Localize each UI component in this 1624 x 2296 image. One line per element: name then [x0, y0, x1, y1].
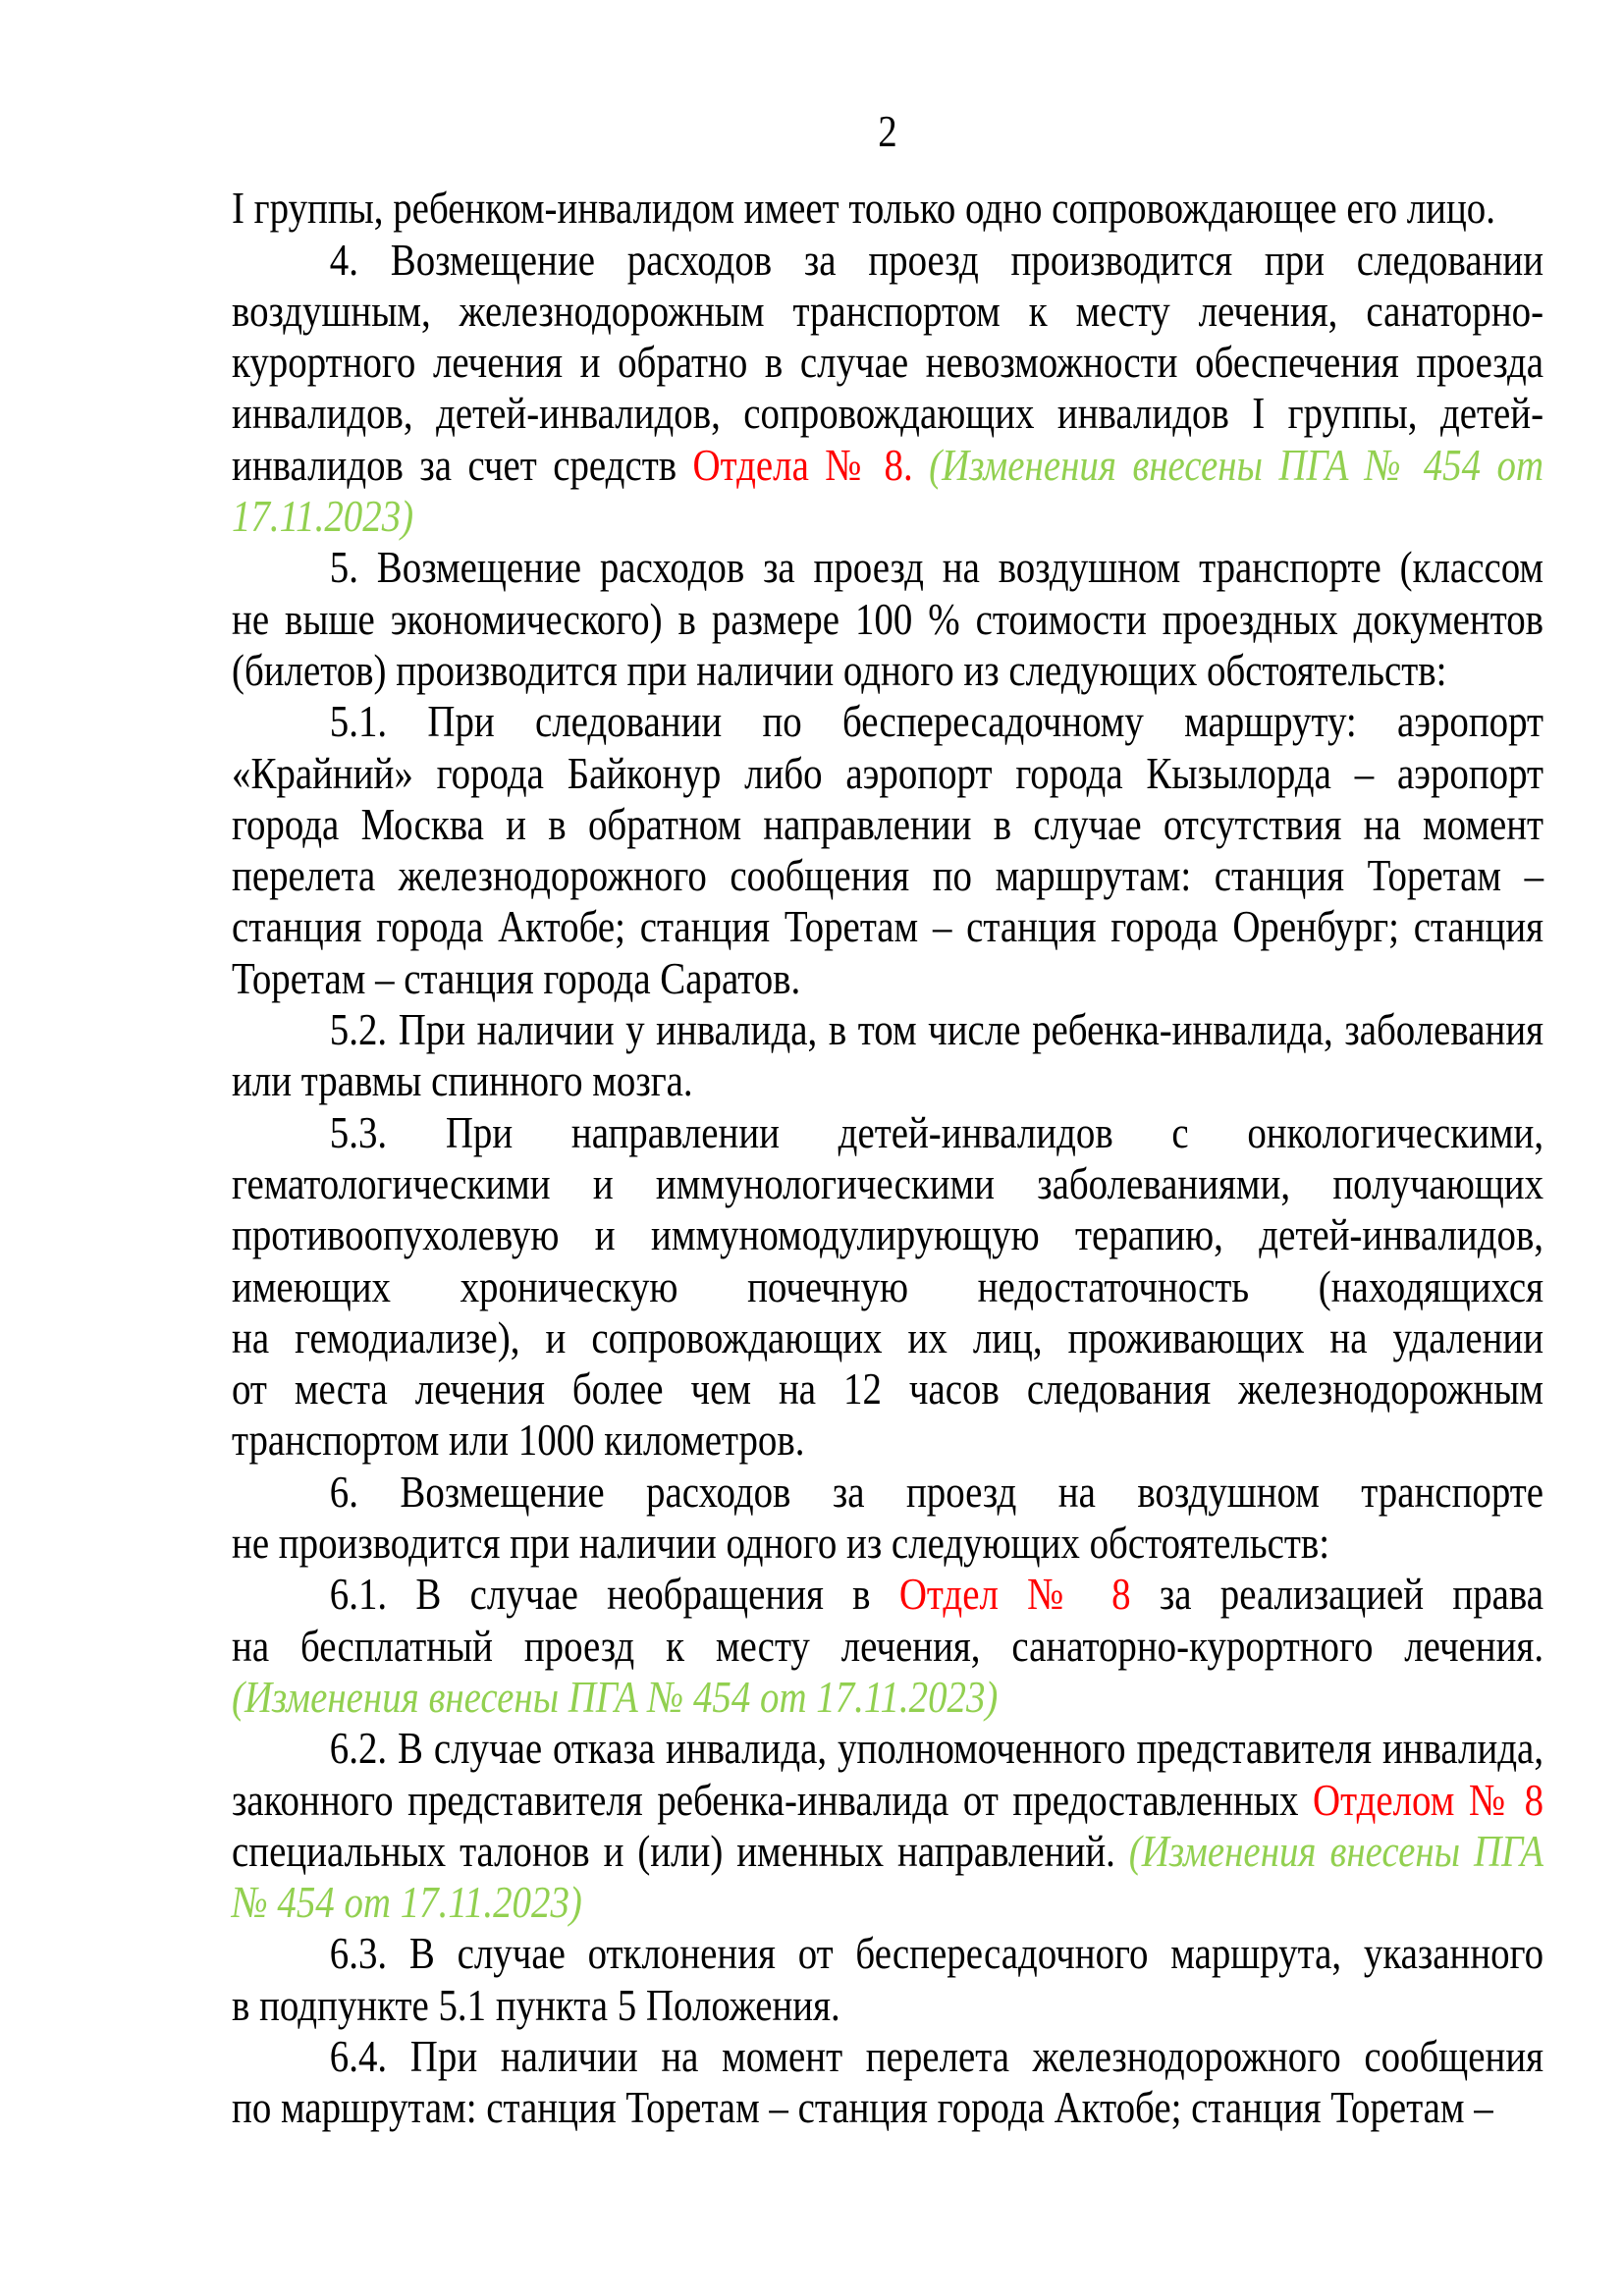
body-text-run: 6.3. В случае отклонения от беспересадочного маршрута, указанного в подпункте 5.1 пункта 5 Положения. — [232, 1928, 1544, 2030]
body-text-run: 6.2. В случае отказа инвалида, уполномоченного представителя инвалида, законного представителя ребенка-инвалида от предоставленных — [232, 1723, 1544, 1825]
body-text-run: 6. Возмещение расходов за проезд на воздушном транспорте не производится при наличии одного из следующих обстоятельств: — [232, 1466, 1544, 1569]
paragraph-5 — [232, 542, 1543, 696]
body-text-run: 5.1. При следовании по беспересадочному маршруту: аэропорт «Крайний» города Байконур либо аэропорт города Кызылорда – аэропорт города Москва и в обратном направлении в случае отсутствия на момент перелета железнодорожного сообщения по маршрутам: станция Торетам – станция города Актобе; станция Торетам – станция города Оренбург; станция Торетам – станция города Саратов. — [232, 696, 1544, 1003]
body-text-run: I группы, ребенком-инвалидом имеет только одно сопровождающее его лицо. — [232, 183, 1495, 234]
page-number: 2 — [878, 106, 897, 156]
paragraph-6-1 — [232, 1569, 1543, 1723]
amendment-note-green-text: (Изменения внесены ПГА № 454 от 17.11.2023) — [232, 1825, 1544, 1928]
amendment-note-green-text: (Изменения внесены ПГА № 454 от 17.11.2023) — [232, 439, 1544, 542]
paragraph-6-4 — [232, 2031, 1543, 2134]
paragraph-5-3 — [232, 1107, 1543, 1467]
paragraph-6-2 — [232, 1723, 1543, 1928]
body-text-run — [913, 440, 929, 490]
document-body — [232, 183, 1543, 2133]
body-text-run: 4. Возмещение расходов за проезд производится при следовании воздушным, железнодорожным транспортом к месту лечения, санаторно-курортного лечения и обратно в случае невозможности обеспечения проезда инвалидов, детей-инвалидов, сопровождающих инвалидов I группы, детей-инвалидов за счет средств — [232, 234, 1544, 490]
paragraph-continuation — [232, 183, 1543, 234]
paragraph-5-2 — [232, 1004, 1543, 1107]
page-header — [232, 106, 1543, 157]
body-text-run: за реализацией права на бесплатный проезд к месту лечения, санаторно-курортного лечения. — [232, 1569, 1544, 1671]
paragraph-5-1 — [232, 696, 1543, 1004]
body-text-run: 6.4. При наличии на момент перелета железнодорожного сообщения по маршрутам: станция Торетам – станция города Актобе; станция Торетам – — [232, 2030, 1544, 2133]
department-reference-red-text: Отделом № 8 — [1313, 1774, 1544, 1825]
body-text-run: специальных талонов и (или) именных направлений. — [232, 1825, 1129, 1876]
paragraph-6-3 — [232, 1928, 1543, 2031]
department-reference-red-text: Отдел № 8 — [898, 1569, 1131, 1620]
paragraph-6 — [232, 1467, 1543, 1570]
body-text-run: 6.1. В случае необращения в — [329, 1569, 899, 1620]
department-reference-red-text: Отдела № 8. — [692, 439, 913, 490]
body-text-run: 5. Возмещение расходов за проезд на воздушном транспорте (классом не выше экономического) в размере 100 % стоимости проездных документов (билетов) производится при наличии одного из следующих обстоятельств: — [232, 542, 1544, 695]
body-text-run: 5.2. При наличии у инвалида, в том числе ребенка-инвалида, заболевания или травмы спинного мозга. — [232, 1004, 1544, 1106]
amendment-note-green-text: (Изменения внесены ПГА № 454 от 17.11.2023) — [232, 1671, 999, 1722]
paragraph-4 — [232, 235, 1543, 543]
body-text-run: 5.3. При направлении детей-инвалидов с онкологическими, гематологическими и иммунологическими заболеваниями, получающих противоопухолевую и иммуномодулирующую терапию, детей-инвалидов, имеющих хроническую почечную недостаточность (находящихся на гемодиализе), и сопровождающих их лиц, проживающих на удалении от места лечения более чем на 12 часов следования железнодорожным транспортом или 1000 километров. — [232, 1106, 1544, 1466]
text-column — [232, 106, 1543, 2134]
